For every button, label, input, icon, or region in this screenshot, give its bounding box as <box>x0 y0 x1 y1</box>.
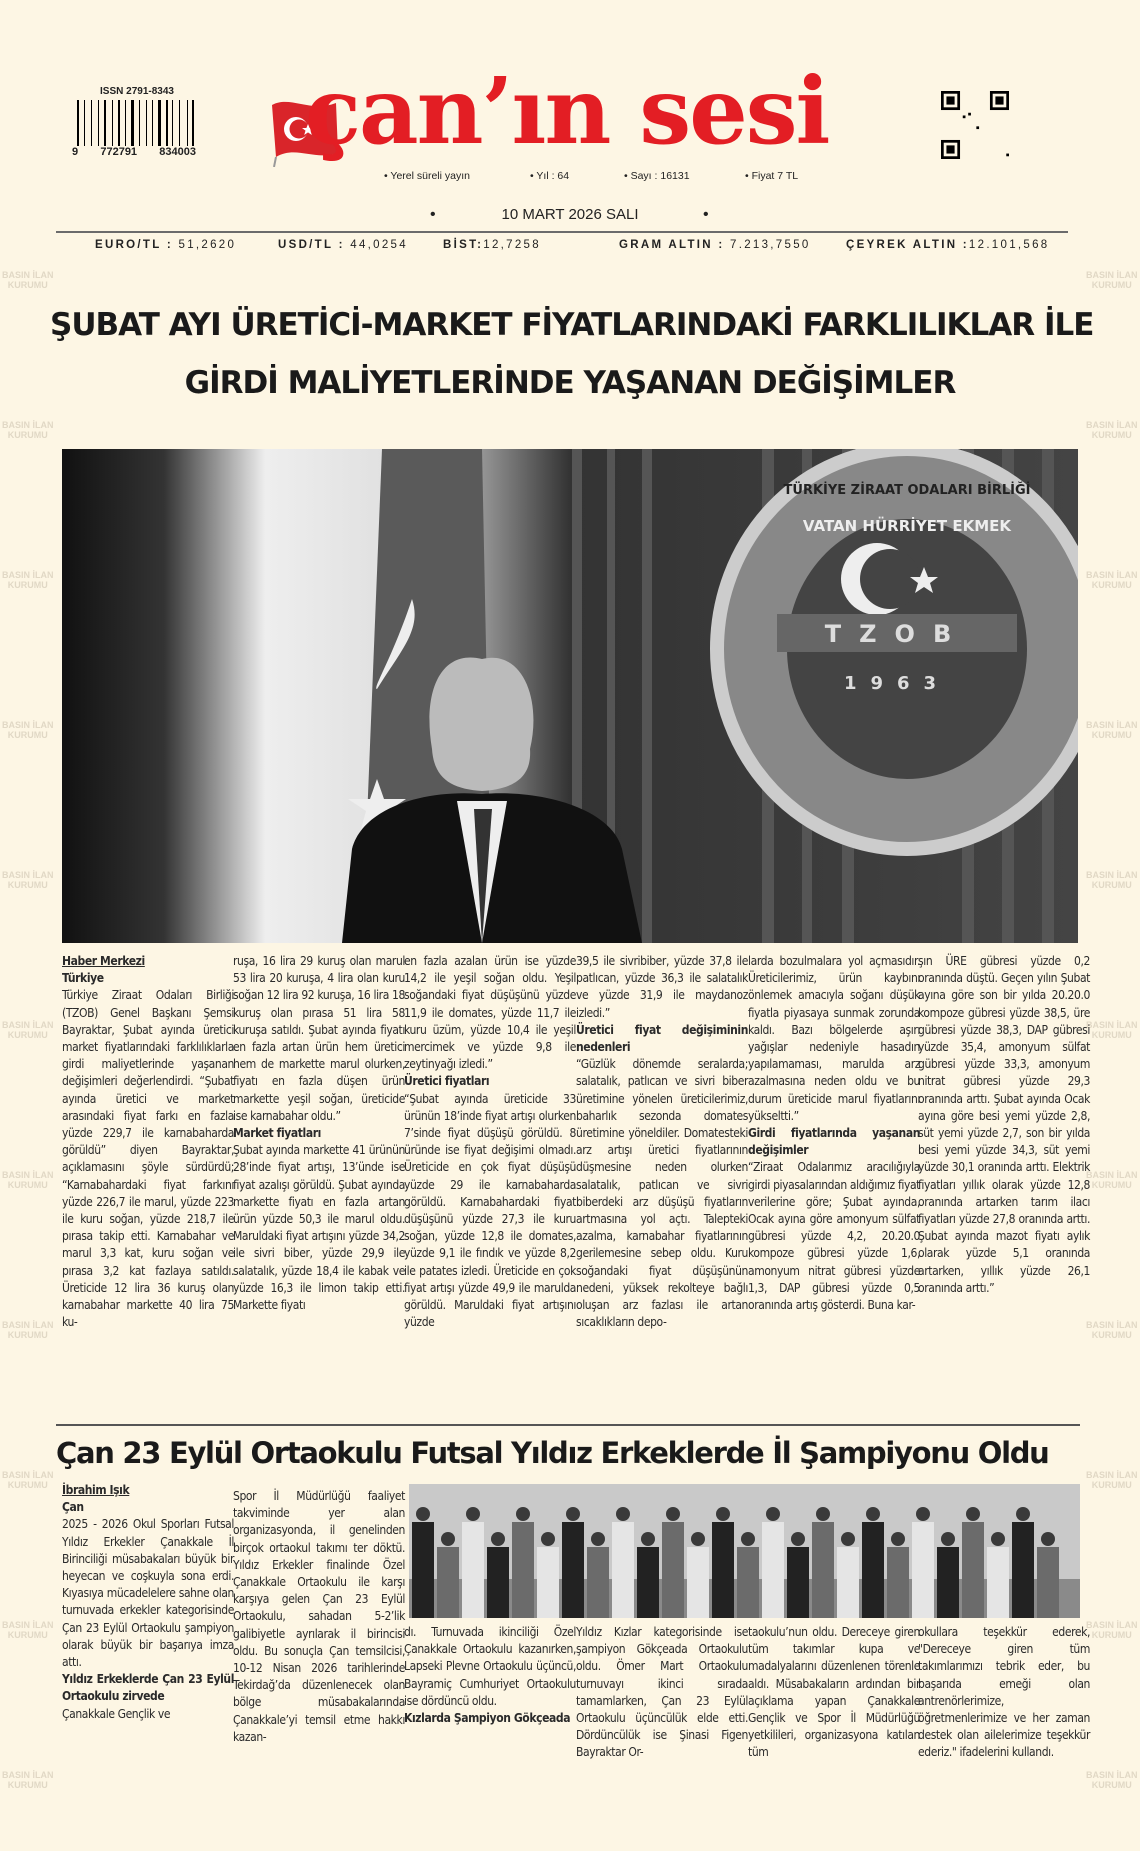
article1-text: “Şubat ayında üreticide 33 ürünün 18’inde fiyat artışı olurken 7’sinde fiyat düşüşü görüldü. 8 üründe ise fiyat değişimi olmadı. Üreticide en çok fiyat düşüşü yüzde 29 ile karnabaharda görüldü. Karnabahardaki fiyat düşüşünü yüzde 27,3 ile kuru soğan, yüzde 12,8 ile domates, yüzde 9,1 ile fındık ve yüzde 8,2 ile patates izledi. Üreticide en çok fiyat artışı yüzde 49,9 ile marulda görüldü. Maruldaki fiyat artışını yüzde <box>404 1091 576 1330</box>
barcode-bar <box>146 100 147 146</box>
article2-text: taokulu’nun oldu. Dereceye giren tüm takımlar kupa ve madalyalarını düzenlenen törenle aldı. Müsabakaların ardından bir açıklama yapan Çanakkale Gençlik ve Spor İl Müdürlüğü yetkilileri, organizasyona katılan tüm <box>748 1625 920 1760</box>
issue-date: 10 MART 2026 SALI <box>501 206 639 223</box>
barcode-digit-prefix: 9 <box>72 146 79 158</box>
watermark: BASIN İLAN KURUMU <box>2 870 54 890</box>
watermark: BASIN İLAN KURUMU <box>1086 720 1138 740</box>
barcode-icon <box>77 100 197 146</box>
barcode-bar <box>172 100 173 146</box>
barcode-digit-group1: 772791 <box>100 146 138 158</box>
barcode-bar <box>84 100 85 146</box>
article2-text: 2025 - 2026 Okul Sporları Futsal Yıldız Erkekler Çanakkale İl Birinciliği müsabakaları büyük bir heyecan ve coşkuyla sona erdi. Kıyasıya mücadelelere sahne olan turnuvada erkekler kategorisinde Çan 23 Eylül Ortaokulu şampiyon olarak büyük bir başarıya imza attı. <box>62 1517 234 1670</box>
barcode-bar <box>179 100 180 146</box>
article2-text: dı. Turnuvada ikinciliği Özel Çanakkale Ortaokulu kazanırken, Lapseki Plevne Ortaokulu üçüncü, Bayramiç Cumhuriyet Ortaokulu ise dördüncü oldu. <box>404 1625 576 1708</box>
barcode-bar <box>155 100 156 146</box>
barcode-bar <box>91 100 92 146</box>
article2-column-2 <box>233 1488 405 1746</box>
watermark: BASIN İLAN KURUMU <box>1086 1170 1138 1190</box>
article2-byline <box>62 1482 234 1516</box>
barcode-bar <box>115 100 116 146</box>
article2-column-4 <box>576 1624 748 1762</box>
barcode-bar <box>122 100 123 146</box>
article1-text: en fazla azalan ürün ise yüzde 14,2 ile yeşil soğan oldu. Yeşil soğandaki fiyat düşüşünü yüzde 11,9 ile domates, yüzde 11,7 ile kuru üzüm, yüzde 10,4 ile yeşil mercimek ve yüzde 9,8 ile zeytinyağı izledi.” <box>404 954 576 1072</box>
person-silhouette <box>762 1507 784 1618</box>
article1-column-3 <box>404 953 576 1331</box>
meta-item: • Yıl : 64 <box>530 170 570 182</box>
barcode-bar <box>196 100 197 146</box>
meta-item: • Sayı : 16131 <box>624 170 690 182</box>
meta-item: • Yerel süreli yayın <box>384 170 470 182</box>
issn-barcode-block <box>72 86 202 159</box>
person-silhouette <box>962 1507 984 1618</box>
masthead <box>270 57 830 170</box>
logo-tzob-text: TZOB <box>824 620 970 648</box>
barcode-bar <box>118 100 120 146</box>
rate-bist: BİST:12,7258 <box>443 239 541 251</box>
meta-item: • Fiyat 7 TL <box>745 170 799 182</box>
barcode-bar <box>127 100 129 146</box>
subheading-price-change-reasons: Üretici fiyat değişiminin nedenleri <box>576 1022 748 1055</box>
barcode-digit-group2: 834003 <box>159 146 196 158</box>
article-divider <box>56 1424 1080 1426</box>
watermark: BASIN İLAN KURUMU <box>2 1020 54 1040</box>
byline-author: İbrahim Işık <box>62 1483 130 1497</box>
tzob-press-photo <box>62 449 1078 943</box>
watermark: BASIN İLAN KURUMU <box>1086 420 1138 440</box>
subheading-girls-champion: Kızlarda Şampiyon Gökçeada <box>404 1711 571 1726</box>
article1-column-2 <box>233 953 405 1314</box>
logo-org-text: TÜRKİYE ZİRAAT ODALARI BİRLİĞİ <box>783 483 1031 498</box>
watermark: BASIN İLAN KURUMU <box>1086 1470 1138 1490</box>
article2-headline: Çan 23 Eylül Ortaokulu Futsal Yıldız Erkeklerde İl Şampiyonu Oldu <box>56 1436 1049 1470</box>
barcode-bar <box>136 100 137 146</box>
issn-label: ISSN 2791-8343 <box>100 86 174 97</box>
article1-headline <box>50 296 1094 426</box>
subheading-boys-top: Yıldız Erkeklerde Çan 23 Eylül Ortaokulu zirvede <box>62 1672 234 1704</box>
rate-gram-gold: GRAM ALTIN : 7.213,7550 <box>619 239 811 251</box>
watermark: BASIN İLAN KURUMU <box>2 570 54 590</box>
bullet-icon: • <box>703 206 709 223</box>
person-silhouette <box>612 1507 634 1618</box>
watermark: BASIN İLAN KURUMU <box>1086 1320 1138 1340</box>
barcode-bar <box>125 100 126 146</box>
barcode-bar <box>104 100 106 146</box>
barcode-bar <box>152 100 153 146</box>
logo-year-text: 1963 <box>843 673 951 694</box>
article2-column-3 <box>404 1624 576 1727</box>
article1-text: “Ziraat Odalarımız aracılığıyla girdi piyasalarından aldığımız fiyat verilerine göre; Şubat ayında, Ocak ayına göre amonyum sülfat gübresi yüzde 4,2, 20.20.0 kompoze gübresi yüzde 1,6, amonyum nitrat gübresi yüzde 1,3, DAP gübresi yüzde 0,5 oranında artış gösterdi. Buna kar- <box>748 1160 920 1313</box>
watermark: BASIN İLAN KURUMU <box>2 1770 54 1790</box>
barcode-bar <box>182 100 185 146</box>
logo-motto-text: VATAN HÜRRİYET EKMEK <box>802 517 1012 535</box>
watermark: BASIN İLAN KURUMU <box>1086 870 1138 890</box>
barcode-bar <box>192 100 194 146</box>
barcode-bar <box>94 100 96 146</box>
person-silhouette <box>712 1507 734 1618</box>
article1-text: Türkiye Ziraat Odaları Birliği (TZOB) Genel Başkanı Şemsi Bayraktar, Şubat ayında üretici market fiyatlarındaki farklılıklarla girdi maliyetlerinde yaşanan değişimleri değerlendirdi. “Şubat ayında üretici ve market arasındaki fiyat farkı en fazla yüzde 229,7 ile karnabaharda görüldü” diyen Bayraktar, açıklamasını şöyle sürdürdü; “Karnabahardaki fiyat farkını yüzde 226,7 ile marul, yüzde 223 ile kuru soğan, yüzde 218,7 ile pırasa takip etti. Karnabahar ve marul 3,3 kat, kuru soğan ve pırasa 3,2 kat fazlaya satıldı. Üreticide 12 lira 36 kuruş olan karnabahar markette 40 lira 75 ku- <box>62 988 234 1330</box>
article1-column-1 <box>62 953 234 1331</box>
header-divider <box>56 231 1068 233</box>
subheading-market-prices: Market fiyatları <box>233 1126 321 1141</box>
byline-location: Türkiye <box>62 971 104 986</box>
barcode-bar <box>142 100 144 146</box>
watermark: BASIN İLAN KURUMU <box>1086 1620 1138 1640</box>
watermark: BASIN İLAN KURUMU <box>2 270 54 290</box>
watermark: BASIN İLAN KURUMU <box>2 720 54 740</box>
watermark: BASIN İLAN KURUMU <box>2 1320 54 1340</box>
barcode-bar <box>163 100 164 146</box>
article2-text: Spor İl Müdürlüğü faaliyet takviminde yer alan organizasyonda, il genelinden birçok ortaokul takımı ter döktü. Yıldız Erkekler finalinde Özel Çanakkale Ortaokulu ile karşı karşıya gelen Çan 23 Eylül Ortaokulu, sahadan 5-2’lik galibiyetle ayrılarak il birincisi oldu. Bu sonuçla Çan temsilcisi, 10-12 Nisan 2026 tarihlerinde Tekirdağ’da düzenlenecek olan bölge müsabakalarında Çanakkale’yi temsil etme hakkı kazan- <box>233 1489 405 1744</box>
barcode-bar <box>86 100 89 146</box>
person-silhouette <box>512 1507 534 1618</box>
watermark: BASIN İLAN KURUMU <box>2 1170 54 1190</box>
article1-text: 39,5 ile sivribiber, yüzde 37,8 ile patlıcan, yüzde 36,3 ile salatalık ve yüzde 31,9 ile maydanoz izledi.” <box>576 954 748 1020</box>
subheading-producer-prices: Üretici fiyatları <box>404 1074 490 1089</box>
article1-column-4 <box>576 953 748 1331</box>
dateline <box>0 205 1140 225</box>
barcode-bar <box>77 100 79 146</box>
article1-text: larda bozulmalara yol açmasıdır. Üreticilerimiz, ürün kaybını önlemek amacıyla soğanı düşük fiyatla piyasaya sunmak zorunda kaldı. Bazı bölgelerde aşırı yağışlar nedeniyle hasadın yapılamaması, marulda arz azalmasına neden oldu ve bu durum üreticide marul fiyatlarını yükseltti.” <box>748 954 920 1123</box>
barcode-bar <box>189 100 190 146</box>
person-silhouette <box>412 1507 434 1618</box>
article2-column-6 <box>918 1624 1090 1762</box>
bullet-icon: • <box>430 206 436 223</box>
barcode-bar <box>139 100 140 146</box>
barcode-bar <box>175 100 177 146</box>
qr-code-icon <box>941 91 1009 159</box>
article1-text: Şubat ayında markette 41 ürünün 28’inde fiyat artışı, 13’ünde ise fiyat azalışı görüldü. Şubat ayında markette fiyatı en fazla artan ürün yüzde 50,3 ile marul oldu. Maruldaki fiyat artışını yüzde 34,2 ile sivri biber, yüzde 29,9 ile salatalık, yüzde 18,4 ile kabak ve yüzde 16,3 ile limon takip etti. Markette fiyatı <box>233 1143 405 1313</box>
futsal-team-photo <box>409 1484 1080 1618</box>
article1-text: şın ÜRE gübresi yüzde 0,2 oranında düştü. Geçen yılın Şubat ayına göre son bir yılda 20.20.0 kompoze gübresi yüzde 38,5, üre gübresi yüzde 38,3, DAP gübresi yüzde 35,4, amonyum sülfat gübresi yüzde 33,3, amonyum nitrat gübresi yüzde 29,3 oranında arttı. Şubat ayında Ocak ayına göre besi yemi yüzde 2,8, süt yemi yüzde 2,7, son bir yılda besi yemi yüzde 34,3, süt yemi yüzde 30,1 oranında arttı. Elektrik fiyatları yıllık olarak yüzde 12,8 oranında artarken tarım ilacı fiyatları yüzde 27,8 oranında arttı. Şubat ayında mazot fiyatı aylık olarak yüzde 5,1 oranında artarken, yıllık yüzde 26,1 oranında arttı.” <box>918 954 1090 1295</box>
barcode-bar <box>101 100 102 146</box>
article1-text: ruşa, 16 lira 29 kuruş olan marul 53 lira 20 kuruşa, 4 lira olan kuru soğan 12 lira 92 kuruşa, 16 lira 18 kuruş olan pırasa 51 lira 58 kuruşa satıldı. Şubat ayında fiyatı en fazla artan ürün hem üretici hem de markette marul olurken, fiyatı en fazla düşen ürün markette yeşil soğan, üreticide ise karnabahar oldu.” <box>233 954 405 1123</box>
exchange-rates-bar <box>0 238 1140 253</box>
newspaper-title: çan’ın sesi <box>305 57 829 165</box>
person-silhouette <box>1012 1507 1034 1618</box>
barcode-bar <box>148 100 150 146</box>
person-silhouette <box>862 1507 884 1618</box>
watermark: BASIN İLAN KURUMU <box>2 1620 54 1640</box>
barcode-bar <box>169 100 170 146</box>
barcode-bar <box>98 100 99 146</box>
rate-quarter-gold: ÇEYREK ALTIN :12.101,568 <box>846 239 1050 251</box>
article1-byline <box>62 953 234 987</box>
article1-photo <box>62 449 1078 943</box>
barcode-bar <box>166 100 168 146</box>
barcode-bar <box>187 100 188 146</box>
headline-line: ŞUBAT AYI ÜRETİCİ-MARKET FİYATLARINDAKİ FARKLILIKLAR İLE <box>50 307 1094 343</box>
subheading-input-prices: Girdi fiyatlarında yaşanan değişimler <box>748 1126 920 1158</box>
article2-team-photo <box>409 1484 1080 1618</box>
barcode-bar <box>112 100 113 146</box>
watermark: BASIN İLAN KURUMU <box>1086 1020 1138 1040</box>
byline-author: Haber Merkezi <box>62 954 145 968</box>
article1-column-6 <box>918 953 1090 1297</box>
watermark: BASIN İLAN KURUMU <box>1086 570 1138 590</box>
article2-text: Çanakkale Gençlik ve <box>62 1706 171 1721</box>
article2-text: okullara teşekkür ederek, "Dereceye giren tüm takımlarımızı tebrik eder, bu başarıda emeği olan antrenörlerimize, öğretmenlerimize ve her zaman destek olan ailelerimize teşekkür ederiz." ifadelerini kullandı. <box>918 1625 1090 1760</box>
watermark: BASIN İLAN KURUMU <box>1086 1770 1138 1790</box>
person-silhouette <box>662 1507 684 1618</box>
person-silhouette <box>462 1507 484 1618</box>
article2-column-5 <box>748 1624 920 1762</box>
headline-line: GİRDİ MALİYETLERİNDE YAŞANAN DEĞİŞİMLER <box>184 365 956 401</box>
watermark: BASIN İLAN KURUMU <box>1086 270 1138 290</box>
barcode-bar <box>131 100 134 146</box>
byline-location: Çan <box>62 1500 84 1515</box>
article1-text: “Güzlük dönemde seralarda; salatalık, patlıcan ve sivri biber üretimine yönelen üreticilerimiz, baharlık sezonda domates üretimine yöneldiler. Domatesteki arz artışı üretici fiyatlarının düşmesine neden olurken salatalık, patlıcan ve sivri biberdeki arz düşüşü fiyatların artmasına yol açtı. Talepteki azalma, karnabahar fiyatlarının gerilemesine sebep oldu. Kuru soğandaki fiyat düşüşünün nedeni, yüksek rekolteye bağlı oluşan arz fazlası ile artan sıcaklıkların depo- <box>576 1057 748 1330</box>
person-silhouette <box>812 1507 834 1618</box>
rate-euro: EURO/TL : 51,2620 <box>95 239 237 251</box>
barcode-bar <box>158 100 161 146</box>
rate-usd: USD/TL : 44,0254 <box>278 239 408 251</box>
article2-text: Yıldız Kızlar kategorisinde ise şampiyon Gökçeada Ortaokulu oldu. Ömer Mart Ortaokulu turnuvayı ikinci sırada tamamlarken, Çan 23 Eylül Ortaokulu üçüncülük elde etti. Dördüncülük ise Şinasi Figen Bayraktar Or- <box>576 1625 748 1760</box>
watermark: BASIN İLAN KURUMU <box>2 1470 54 1490</box>
article1-column-5 <box>748 953 920 1314</box>
barcode-bar <box>81 100 82 146</box>
barcode-bar <box>107 100 110 146</box>
watermark: BASIN İLAN KURUMU <box>2 420 54 440</box>
barcode-number <box>72 146 202 159</box>
person-silhouette <box>912 1507 934 1618</box>
person-silhouette <box>562 1507 584 1618</box>
article2-column-1 <box>62 1482 234 1723</box>
